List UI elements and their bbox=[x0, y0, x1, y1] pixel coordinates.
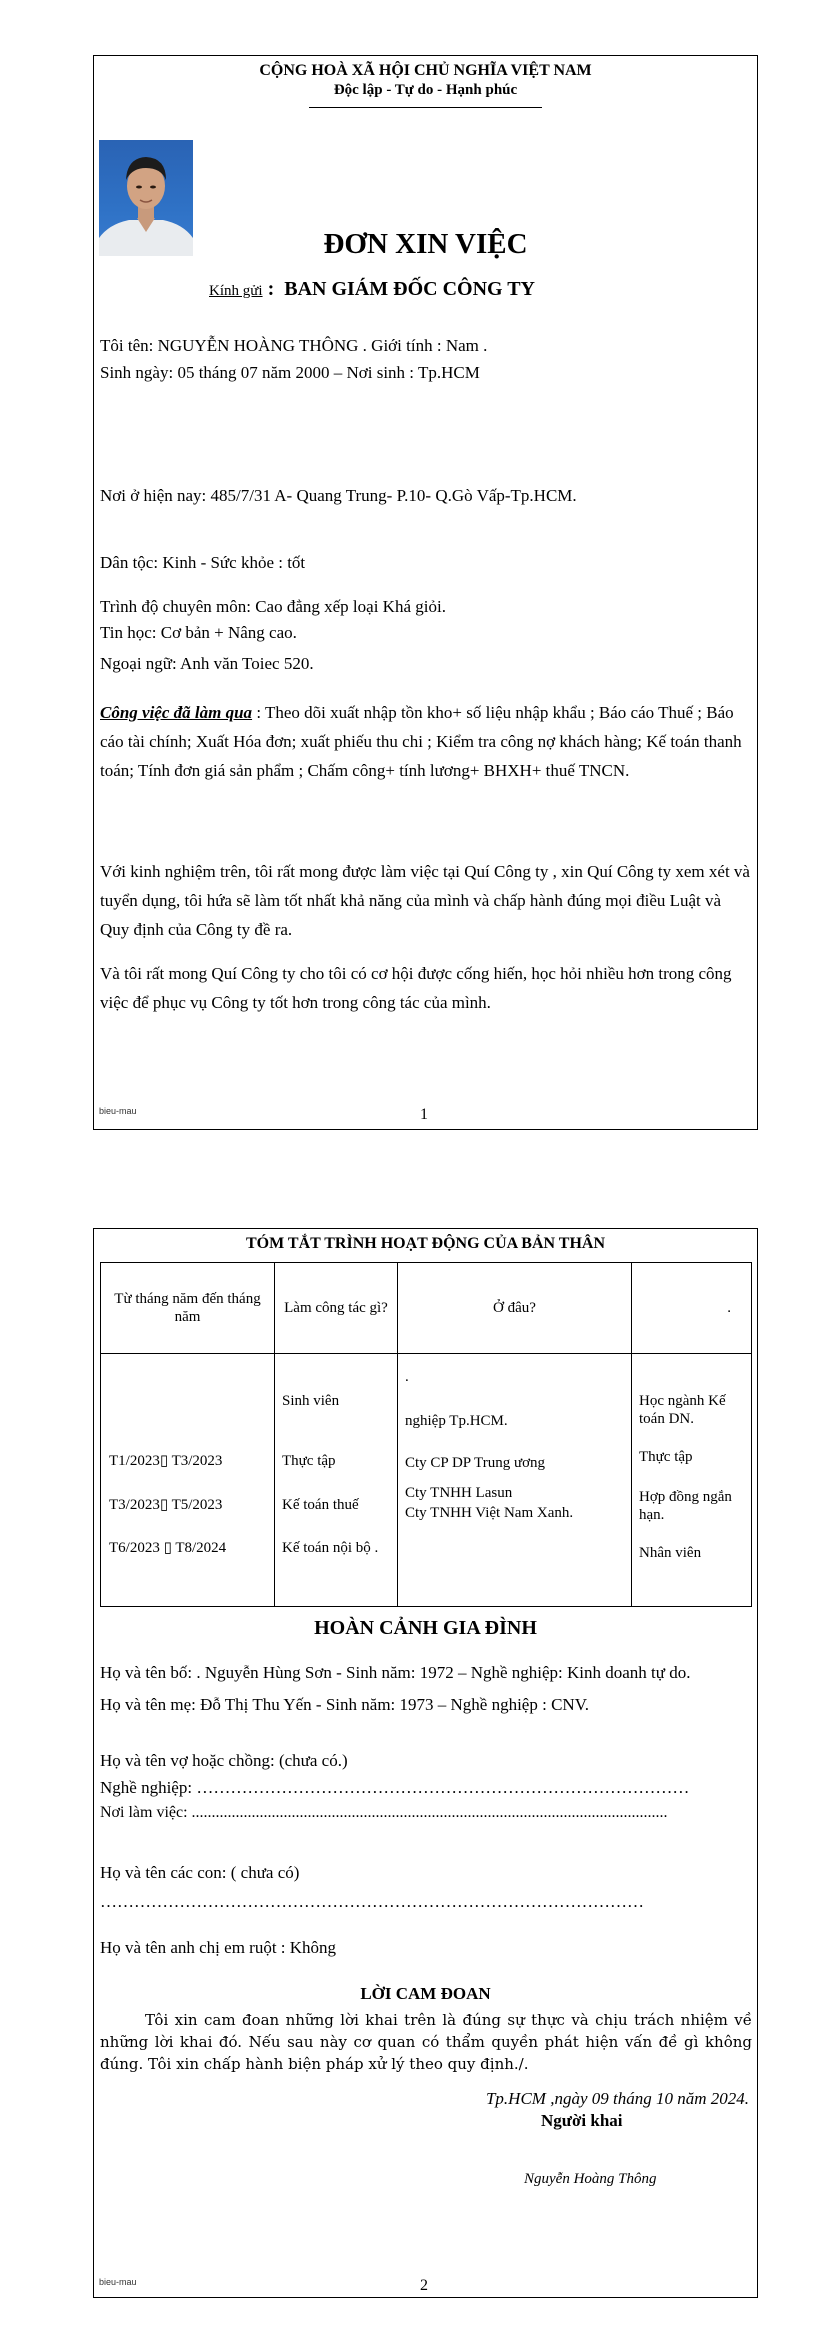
recipient-value: BAN GIÁM ĐỐC CÔNG TY bbox=[284, 278, 535, 300]
spouse-job-line: Nghề nghiệp: …………………………………………………………………………… bbox=[100, 1778, 690, 1797]
address-line: Nơi ở hiện nay: 485/7/31 A- Quang Trung- P.10- Q.Gò Vấp-Tp.HCM. bbox=[100, 486, 577, 505]
education-line: Trình độ chuyên môn: Cao đẳng xếp loại Khá giỏi. bbox=[100, 597, 446, 616]
sign-date: Tp.HCM ,ngày 09 tháng 10 năm 2024. bbox=[485, 2089, 749, 2108]
family-section-title: HOÀN CẢNH GIA ĐÌNH bbox=[314, 1617, 537, 1639]
watermark: bieu-mau bbox=[99, 1106, 137, 1116]
commitment-paragraph: Và tôi rất mong Quí Công ty cho tôi có cơ hội được cống hiến, học hỏi nhiều hơn trong công việc để phục vụ Công ty tốt hơn trong công tác của mình. bbox=[100, 964, 732, 1012]
recipient-label: Kính gửi bbox=[209, 283, 263, 299]
signer-label: Người khai bbox=[541, 2111, 623, 2130]
page-2 bbox=[93, 1228, 758, 2298]
page-1 bbox=[93, 55, 758, 1130]
language-line: Ngoại ngữ: Anh văn Toiec 520. bbox=[100, 654, 314, 673]
col-header-note: . bbox=[632, 1263, 752, 1354]
birth-line: Sinh ngày: 05 tháng 07 năm 2000 – Nơi sinh : Tp.HCM bbox=[100, 363, 480, 382]
national-header: CỘNG HOÀ XÃ HỘI CHỦ NGHĨA VIỆT NAM bbox=[259, 62, 592, 79]
activity-table bbox=[100, 1262, 752, 1607]
place-1: nghiệp Tp.HCM. bbox=[405, 1413, 508, 1429]
signer-name: Nguyễn Hoàng Thông bbox=[524, 2171, 657, 2187]
work-experience-paragraph bbox=[100, 698, 752, 785]
request-paragraph: Với kinh nghiệm trên, tôi rất mong được làm việc tại Quí Công ty , xin Quí Công ty xem xét và tuyển dụng, tôi hứa sẽ làm tốt nhất khả năng của mình và chấp hành đúng mọi điều Luật và Quy định của Công ty đề ra. bbox=[100, 862, 750, 939]
name-gender-line: Tôi tên: NGUYỄN HOÀNG THÔNG . Giới tính : Nam . bbox=[100, 336, 488, 355]
place-4: Cty TNHH Việt Nam Xanh. bbox=[405, 1505, 574, 1521]
place-2: Cty CP DP Trung ương bbox=[405, 1455, 546, 1471]
place-cell bbox=[398, 1354, 632, 1607]
note-1: Học ngành Kế toán DN. bbox=[639, 1393, 726, 1427]
national-motto: Độc lập - Tự do - Hạnh phúc bbox=[333, 82, 518, 98]
period-3: T6/2023 ▯ T8/2024 bbox=[109, 1540, 227, 1556]
col-header-place: Ở đâu? bbox=[398, 1263, 632, 1354]
note-4: Nhân viên bbox=[639, 1545, 702, 1561]
header-underline bbox=[309, 107, 542, 108]
period-1: T1/2023▯ T3/2023 bbox=[109, 1453, 223, 1469]
table-header-row bbox=[101, 1263, 752, 1354]
job-4: Kế toán nội bộ . bbox=[282, 1540, 379, 1556]
work-experience-heading: Công việc đã làm qua bbox=[100, 703, 253, 722]
mother-line: Họ và tên mẹ: Đỗ Thị Thu Yến - Sinh năm: 1973 – Nghề nghiệp : CNV. bbox=[100, 1695, 590, 1714]
activity-summary-title: TÓM TẮT TRÌNH HOẠT ĐỘNG CỦA BẢN THÂN bbox=[245, 1235, 606, 1252]
col-header-period: Từ tháng năm đến tháng năm bbox=[101, 1263, 275, 1354]
document-title: ĐƠN XIN VIỆC bbox=[323, 228, 528, 260]
place-dot: . bbox=[405, 1369, 409, 1385]
page-number: 2 bbox=[420, 2277, 428, 2294]
recipient-line bbox=[209, 278, 535, 301]
recipient-sep: : bbox=[267, 278, 275, 300]
col-header-job: Làm công tác gì? bbox=[275, 1263, 398, 1354]
children-dots-line: …………………………………………………………………………………… bbox=[100, 1892, 644, 1911]
spouse-line: Họ và tên vợ hoặc chồng: (chưa có.) bbox=[100, 1751, 348, 1770]
note-cell bbox=[632, 1354, 752, 1607]
period-2: T3/2023▯ T5/2023 bbox=[109, 1497, 223, 1513]
commitment-title: LỜI CAM ĐOAN bbox=[360, 1984, 491, 2003]
siblings-line: Họ và tên anh chị em ruột : Không bbox=[100, 1938, 337, 1957]
it-skill-line: Tin học: Cơ bản + Nâng cao. bbox=[100, 623, 297, 642]
page-number: 1 bbox=[420, 1106, 428, 1123]
period-cell bbox=[101, 1354, 275, 1607]
spouse-workplace-line: Nơi làm việc: ....................................................................................................................... bbox=[100, 1804, 668, 1821]
table-row bbox=[101, 1354, 752, 1607]
job-cell bbox=[275, 1354, 398, 1607]
note-3: Hợp đồng ngắn hạn. bbox=[639, 1489, 732, 1523]
father-line: Họ và tên bố: . Nguyễn Hùng Sơn - Sinh năm: 1972 – Nghề nghiệp: Kinh doanh tự do. bbox=[100, 1663, 691, 1682]
ethnic-health-line: Dân tộc: Kinh - Sức khỏe : tốt bbox=[100, 553, 306, 572]
note-2: Thực tập bbox=[639, 1449, 693, 1465]
place-3: Cty TNHH Lasun bbox=[405, 1485, 513, 1501]
job-3: Kế toán thuế bbox=[282, 1497, 359, 1513]
job-1: Sinh viên bbox=[282, 1393, 340, 1409]
commitment-text: Tôi xin cam đoan những lời khai trên là đúng sự thực và chịu trách nhiệm về những lời khai đó. Nếu sau này cơ quan có thẩm quyền phát hiện vấn đề gì không đúng. Tôi xin chấp hành biện pháp xử lý theo quy định./. bbox=[100, 2011, 752, 2073]
work-experience-text: : Theo dõi xuất nhập tồn kho+ số liệu nhập khẩu ; Báo cáo Thuế ; Báo cáo tài chính; Xuất Hóa đơn; xuất phiếu thu chi ; Kiểm tra công nợ khách hàng; Kế toán thanh toán; Tính đơn giá sản phẩm ; Chấm công+ tính lương+ BHXH+ thuế TNCN. bbox=[100, 703, 742, 780]
job-2: Thực tập bbox=[282, 1453, 336, 1469]
watermark: bieu-mau bbox=[99, 2277, 137, 2287]
children-line: Họ và tên các con: ( chưa có) bbox=[100, 1863, 300, 1882]
